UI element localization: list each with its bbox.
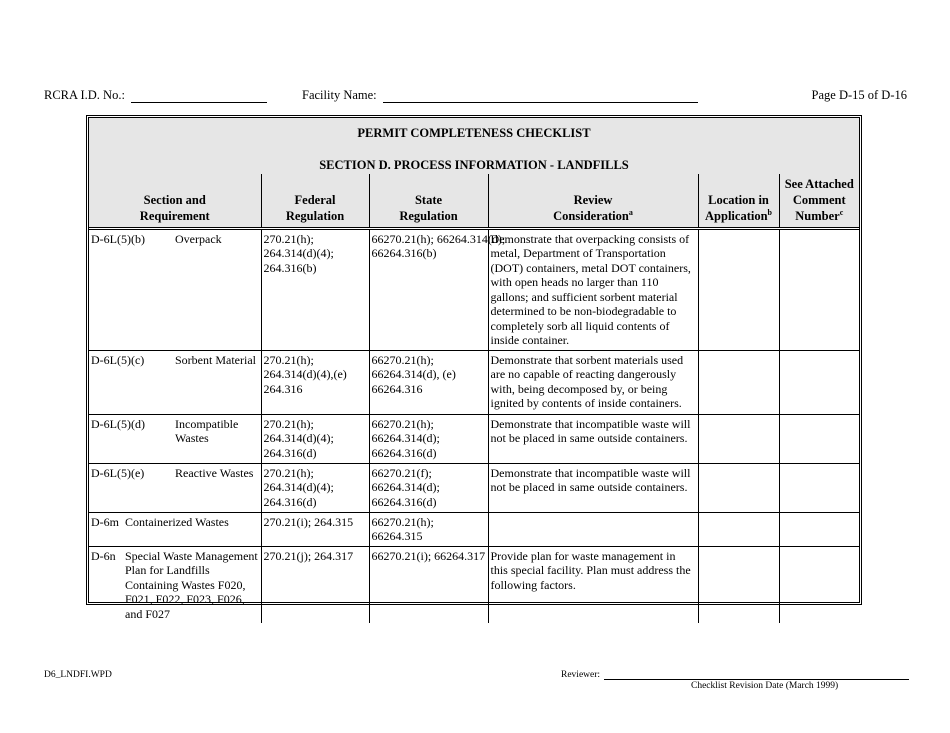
- checklist-title: PERMIT COMPLETENESS CHECKLIST: [357, 126, 591, 140]
- section-code: D-6m: [91, 514, 119, 529]
- review-cell: Demonstrate that sorbent materials used are no capable of reacting dangerously with, being decomposed by, or being ignited by contents of inside containers.: [488, 350, 698, 414]
- requirement: Sorbent Material: [175, 352, 256, 367]
- section-code: D-6L(5)(b): [91, 231, 145, 246]
- section-cell: [89, 228, 261, 350]
- table-header-row: [89, 174, 859, 228]
- section-cell: [89, 414, 261, 463]
- reviewer-blank: [604, 670, 909, 680]
- federal-cell: 270.21(h); 264.314(d)(4); 264.316(b): [261, 228, 369, 350]
- col-location: Location in Application$^b$: [698, 174, 779, 228]
- federal-cell: 270.21(j); 264.317: [261, 546, 369, 623]
- section-cell: [89, 463, 261, 512]
- table-row: [89, 350, 859, 414]
- rcra-id-field: [44, 88, 267, 103]
- section-code: D-6L(5)(e): [91, 465, 145, 480]
- location-cell: [698, 350, 779, 414]
- checklist-table: [89, 174, 859, 623]
- review-cell: Demonstrate that incompatible waste will not be placed in same outside containers.: [488, 414, 698, 463]
- facility-name-blank: [383, 90, 698, 103]
- comment-cell: [779, 414, 859, 463]
- requirement: Special Waste Management Plan for Landfills Containing Wastes F020, F021, F022, F023, F026, and F027: [125, 548, 258, 621]
- table-row: [89, 228, 859, 350]
- comment-cell: [779, 350, 859, 414]
- col-federal: Federal Regulation: [261, 174, 369, 228]
- facility-name-label: Facility Name:: [302, 88, 377, 102]
- table-row: [89, 414, 859, 463]
- col-section: Section and Requirement: [89, 174, 261, 228]
- table-row: [89, 463, 859, 512]
- review-cell: [488, 512, 698, 546]
- comment-cell: [779, 228, 859, 350]
- rcra-id-blank: [131, 90, 267, 103]
- reviewer-label: Reviewer:: [561, 670, 601, 680]
- federal-cell: 270.21(h); 264.314(d)(4); 264.316(d): [261, 463, 369, 512]
- state-cell: 66270.21(h); 66264.315: [369, 512, 488, 546]
- requirement: Reactive Wastes: [175, 465, 254, 480]
- state-cell: 66270.21(h); 66264.314(d), (e) 66264.316: [369, 350, 488, 414]
- comment-cell: [779, 512, 859, 546]
- section-code: D-6L(5)(d): [91, 416, 145, 431]
- state-cell: 66270.21(h); 66264.314(d); 66264.316(b): [369, 228, 488, 350]
- requirement: Containerized Wastes: [125, 514, 229, 529]
- checklist-frame: [86, 115, 862, 621]
- col-review: Review Consideration$^a$: [488, 174, 698, 228]
- federal-cell: 270.21(h); 264.314(d)(4); 264.316(d): [261, 414, 369, 463]
- section-code: D-6L(5)(c): [91, 352, 145, 367]
- requirement: Incompatible Wastes: [175, 416, 239, 445]
- col-state: State Regulation: [369, 174, 488, 228]
- rcra-id-label: RCRA I.D. No.:: [44, 88, 125, 102]
- document-id: D6_LNDFI.WPD: [44, 670, 112, 680]
- revision-date: Checklist Revision Date (March 1999): [691, 681, 839, 691]
- federal-cell: 270.21(h); 264.314(d)(4),(e) 264.316: [261, 350, 369, 414]
- reviewer-field: [561, 670, 909, 680]
- checklist-title-block: [89, 118, 859, 175]
- comment-cell: [779, 463, 859, 512]
- section-title: SECTION D. PROCESS INFORMATION - LANDFILLS: [319, 158, 629, 172]
- federal-cell: 270.21(i); 264.315: [261, 512, 369, 546]
- table-row: [89, 512, 859, 546]
- review-cell: Provide plan for waste management in this special facility. Plan must address the following factors.: [488, 546, 698, 623]
- location-cell: [698, 414, 779, 463]
- page-number: Page D-15 of D-16: [811, 88, 907, 102]
- location-cell: [698, 463, 779, 512]
- review-cell: Demonstrate that incompatible waste will not be placed in same outside containers.: [488, 463, 698, 512]
- section-cell: [89, 512, 261, 546]
- section-code: D-6n: [91, 548, 116, 563]
- section-cell: [89, 546, 261, 623]
- facility-name-field: [302, 88, 698, 103]
- location-cell: [698, 228, 779, 350]
- location-cell: [698, 546, 779, 623]
- col-comment: See Attached Comment Number$^c$: [779, 174, 859, 228]
- state-cell: 66270.21(i); 66264.317: [369, 546, 488, 623]
- table-row: [89, 546, 859, 623]
- location-cell: [698, 512, 779, 546]
- section-cell: [89, 350, 261, 414]
- requirement: Overpack: [175, 231, 222, 246]
- comment-cell: [779, 546, 859, 623]
- state-cell: 66270.21(f); 66264.314(d); 66264.316(d): [369, 463, 488, 512]
- review-cell: Demonstrate that overpacking consists of metal, Department of Transportation (DOT) containers, metal DOT containers, with open heads no larger than 110 gallons; and sufficient sorbent material determined to be non-biodegradable to completely sorb all liquid contents of inside container.: [488, 228, 698, 350]
- state-cell: 66270.21(h); 66264.314(d); 66264.316(d): [369, 414, 488, 463]
